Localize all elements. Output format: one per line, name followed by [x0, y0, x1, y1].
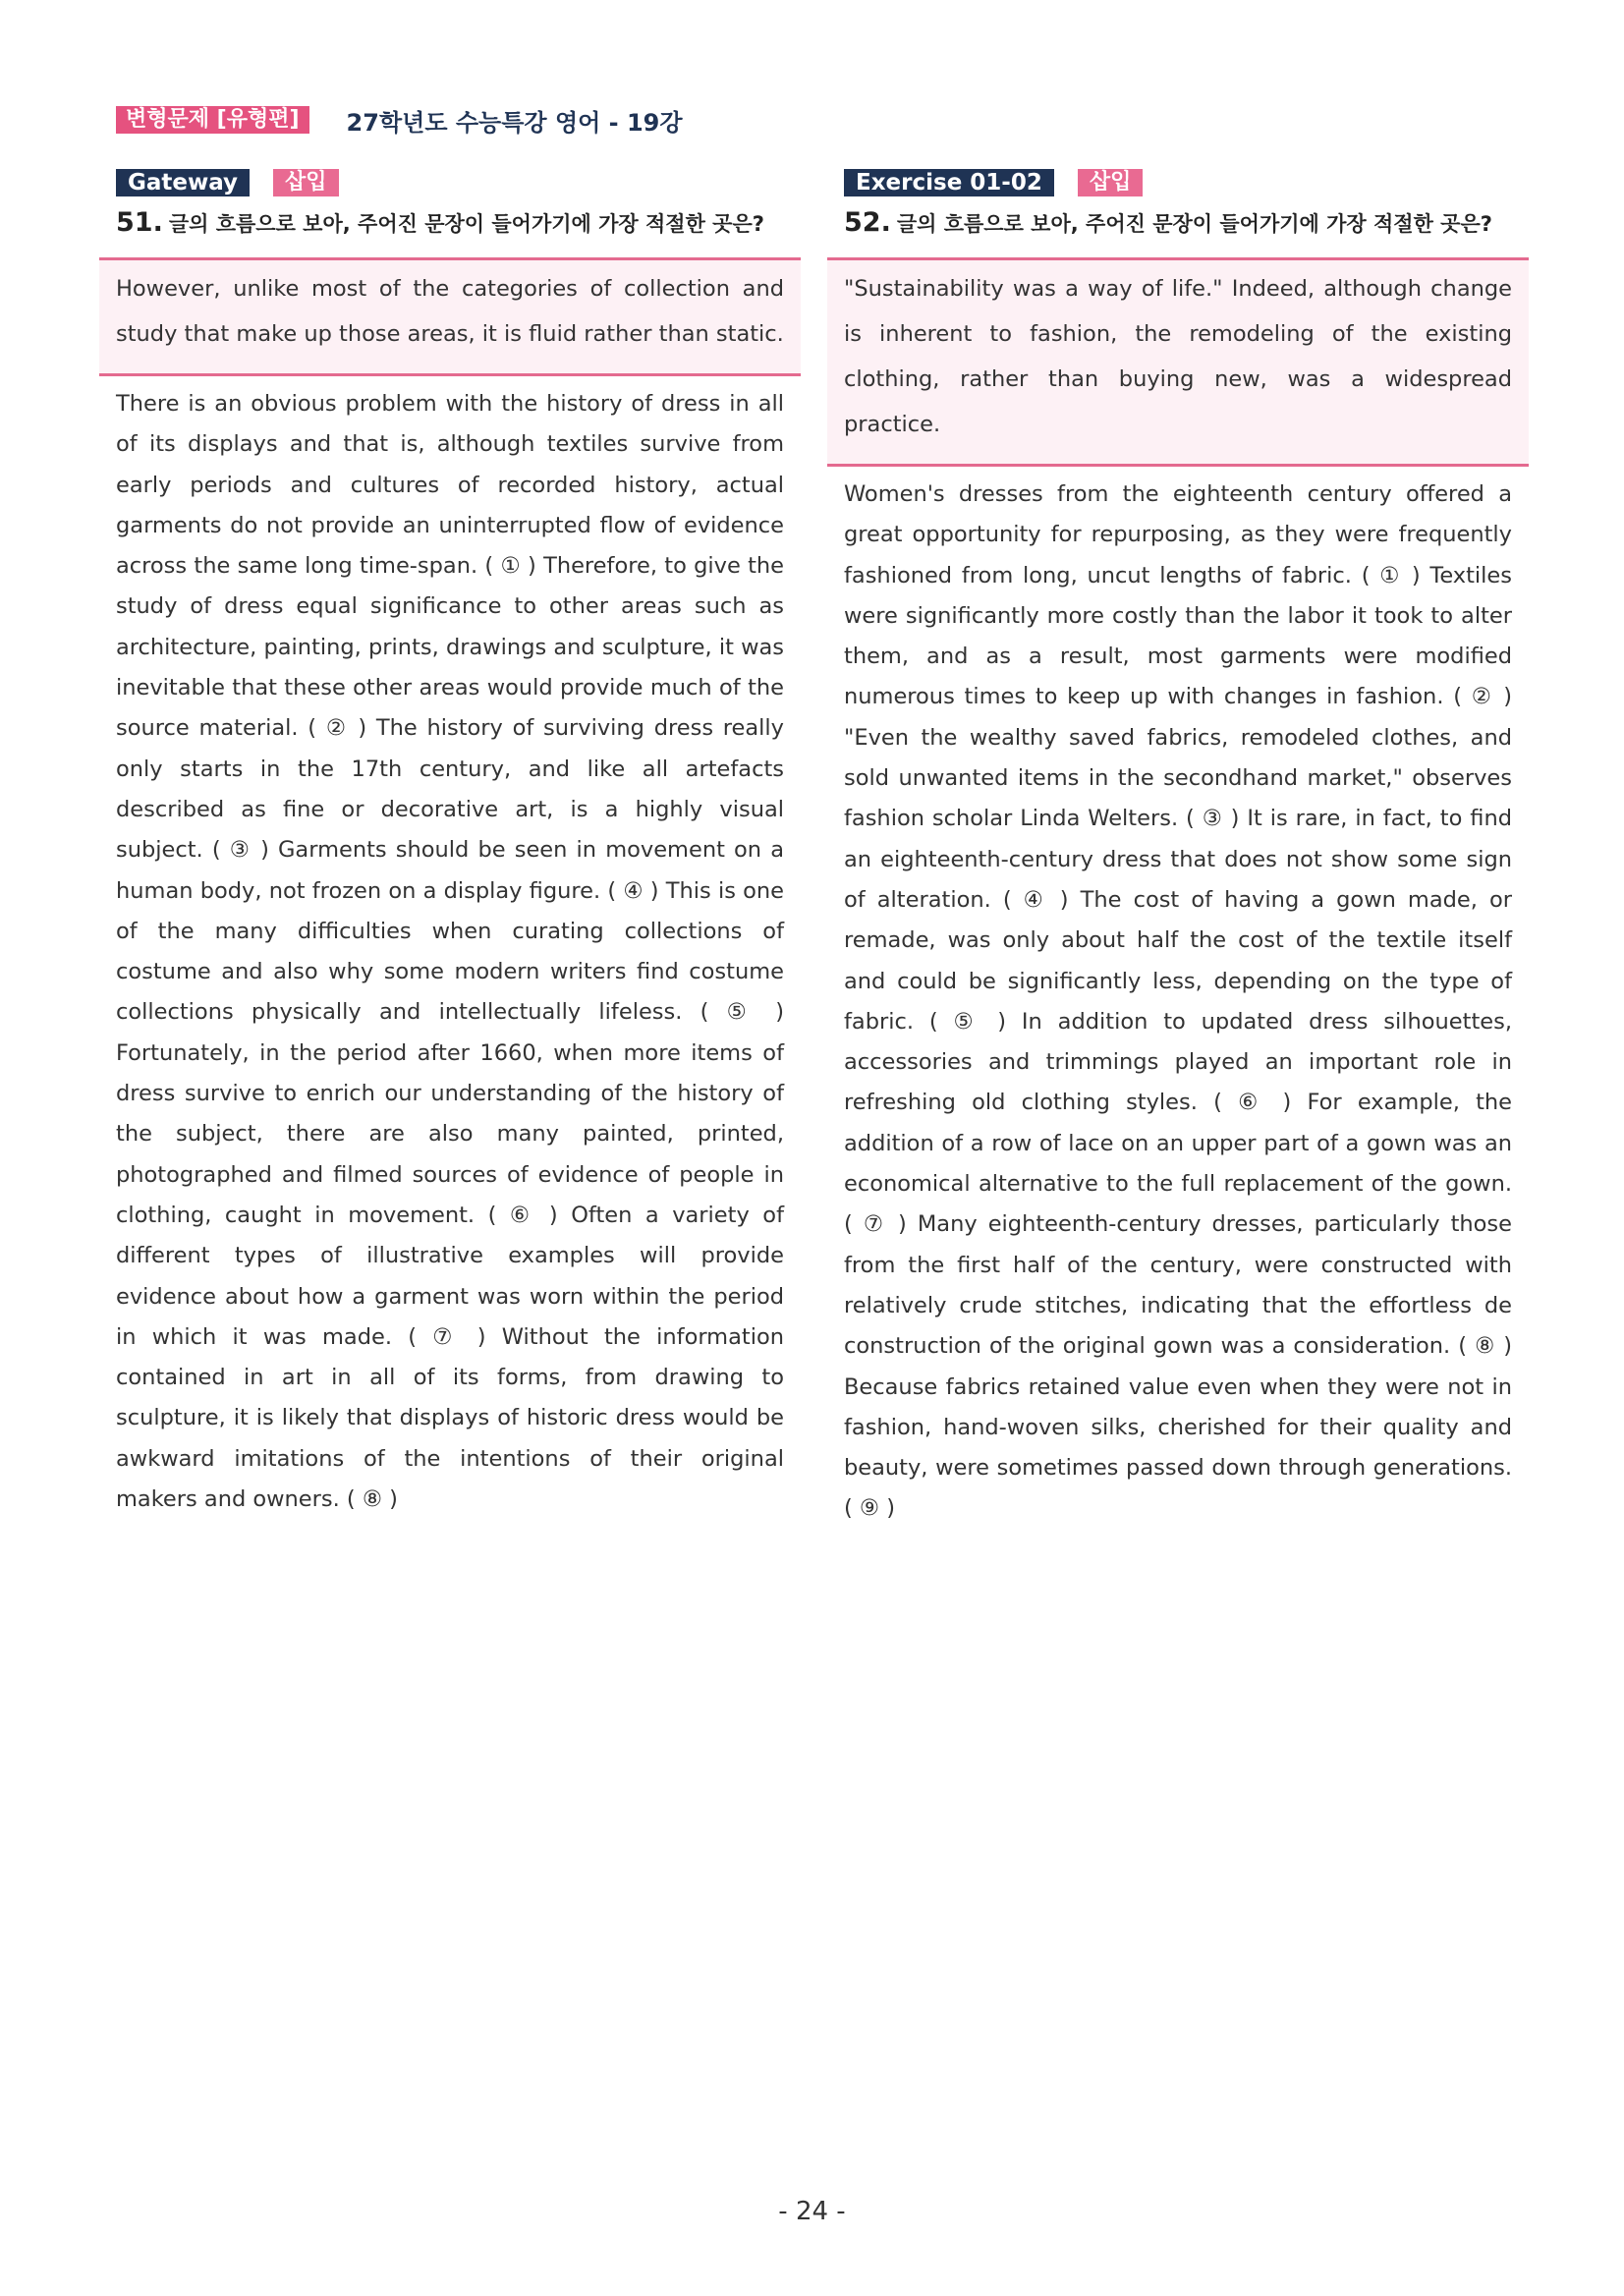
type-tag: 삽입	[273, 169, 339, 196]
page-number: - 24 -	[778, 2197, 846, 2226]
given-sentence: "Sustainability was a way of life." Indeed, although change is inherent to fashion, the remodeling of the existing clothing, rather than buying new, was a widespread practice.	[844, 276, 1512, 437]
question-number: 52.	[844, 207, 891, 238]
right-column	[827, 169, 1529, 1530]
left-labels	[116, 169, 801, 196]
header-tag: 변형문제 [유형편]	[116, 106, 309, 134]
question-text: 글의 흐름으로 보아, 주어진 문장이 들어가기에 가장 적절한 곳은?	[896, 212, 1492, 236]
passage: Women's dresses from the eighteenth century offered a great opportunity for repurposing, as they were frequently fashioned from long, uncut lengths of fabric. ( ① ) Textiles were significantly more costly than the labor it took to alter them, and as a result, most garments were modified numerous times to keep up with changes in fashion. ( ② ) "Even the wealthy saved fabrics, remodeled clothes, and sold unwanted items in the secondhand market," observes fashion scholar Linda Welters. ( ③ ) It is rare, in fact, to find an eighteenth-century dress that does not show some sign of alteration. ( ④ ) The cost of having a gown made, or remade, was only about half the cost of the textile itself and could be significantly less, depending on the type of fabric. ( ⑤ ) In addition to updated dress silhouettes, accessories and trimmings played an important role in refreshing old clothing styles. ( ⑥ ) For example, the addition of a row of lace on an upper part of a gown was an economical alternative to the full replacement of the gown. ( ⑦ ) Many eighteenth-century dresses, particularly those from the first half of the century, were constructed with relatively crude stitches, indicating that the effortless de construction of the original gown was a consideration. ( ⑧ ) Because fabrics retained value even when they were not in fashion, hand-woven silks, cherished for their quality and beauty, were sometimes passed down through generations. ( ⑨ )	[844, 481, 1512, 1522]
page-header	[116, 105, 683, 135]
right-labels	[844, 169, 1529, 196]
header-title: 27학년도 수능특강 영어 - 19강	[346, 108, 683, 137]
given-sentence: However, unlike most of the categories of collection and study that make up those areas, it is fluid rather than static.	[116, 276, 784, 347]
question-number: 51.	[116, 207, 163, 238]
section-label: Gateway	[116, 169, 250, 196]
passage: There is an obvious problem with the history of dress in all of its displays and that is, although textiles survive from early periods and cultures of recorded history, actual garments do not provide an uninterrupted flow of evidence across the same long time-span. ( ① ) Therefore, to give the study of dress equal significance to other areas such as architecture, painting, prints, drawings and sculpture, it was inevitable that these other areas would provide much of the source material. ( ② ) The history of surviving dress really only starts in the 17th century, and like all artefacts described as fine or decorative art, is a highly visual subject. ( ③ ) Garments should be seen in movement on a human body, not frozen on a display figure. ( ④ ) This is one of the many difficulties when curating collections of costume and also why some modern writers find costume collections physically and intellectually lifeless. ( ⑤ ) Fortunately, in the period after 1660, when more items of dress survive to enrich our understanding of the history of the subject, there are also many painted, printed, photographed and filmed sources of evidence of people in clothing, caught in movement. ( ⑥ ) Often a variety of different types of illustrative examples will provide evidence about how a garment was worn within the period in which it was made. ( ⑦ ) Without the information contained in art in all of its forms, from drawing to sculpture, it is likely that displays of historic dress would be awkward imitations of the intentions of their original makers and owners. ( ⑧ )	[116, 391, 784, 1513]
question	[844, 204, 1492, 243]
given-sentence-box	[827, 257, 1529, 467]
section-label: Exercise 01-02	[844, 169, 1054, 196]
type-tag: 삽입	[1078, 169, 1144, 196]
question	[116, 204, 764, 243]
left-column	[99, 169, 801, 1520]
question-text: 글의 흐름으로 보아, 주어진 문장이 들어가기에 가장 적절한 곳은?	[168, 212, 764, 236]
given-sentence-box	[99, 257, 801, 376]
